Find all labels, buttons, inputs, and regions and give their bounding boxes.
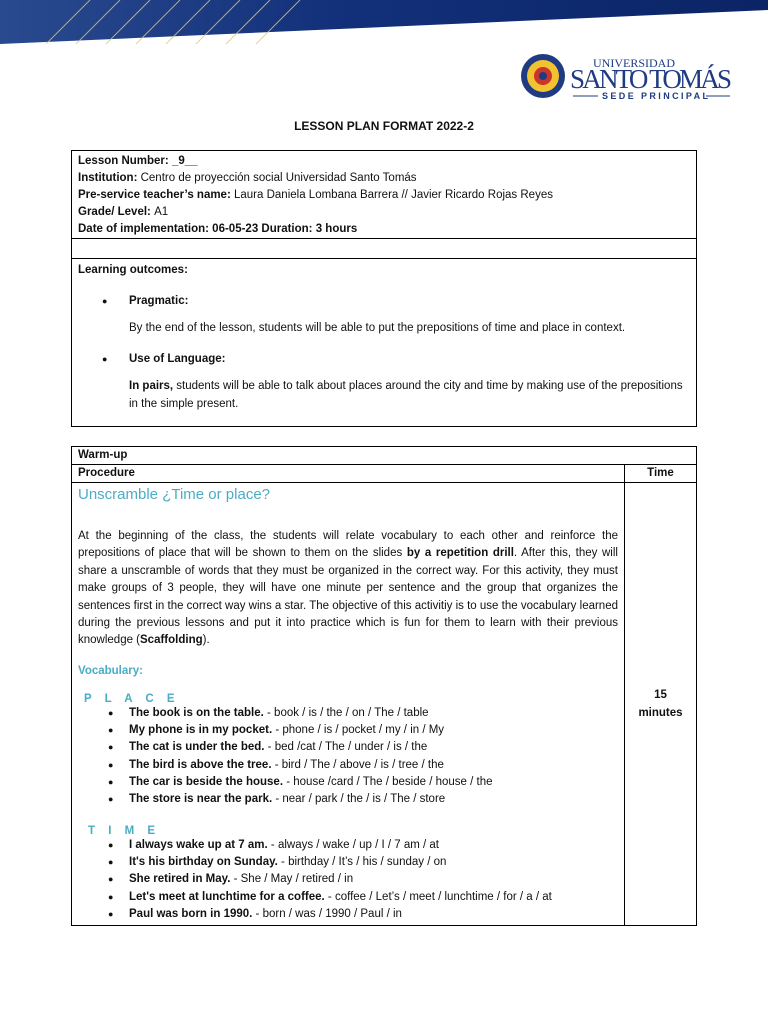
- place-sentence-list: [78, 705, 618, 809]
- procedure-cell: [72, 483, 625, 926]
- institution-line: Institution: Centro de proyección social Universidad Santo Tomás: [78, 172, 417, 184]
- date-line: Date of implementation: 06-05-23 Duration: 3 hours: [78, 223, 358, 235]
- vocabulary-label: Vocabulary:: [78, 664, 143, 677]
- time-label: T I M E: [88, 824, 161, 837]
- grade-line: Grade/ Level: A1: [78, 206, 169, 218]
- sentence-item: ● The cat is under the bed. - bed /cat / The / under / is / the: [78, 739, 618, 756]
- sentence-item: ● The book is on the table. - book / is / the / on / The / table: [78, 705, 618, 722]
- sentence-item: ● The car is beside the house. - house /card / The / beside / house / the: [78, 774, 618, 791]
- sentence-item: ● Paul was born in 1990. - born / was / 1990 / Paul / in: [78, 906, 618, 923]
- duration-cell: [625, 483, 697, 926]
- time-sentence-list: [78, 837, 618, 923]
- language-text: In pairs, students will be able to talk about places around the city and time by making use of the prepositions in the simple present.: [129, 380, 683, 410]
- activity-title: Unscramble ¿Time or place?: [78, 486, 271, 503]
- logo-line1: UNIVERSIDAD: [593, 56, 675, 70]
- top-banner: [0, 0, 768, 44]
- logo-line2: SANTO TOMÁS: [570, 64, 732, 94]
- sentence-item: ● Let's meet at lunchtime for a coffee. - coffee / Let’s / meet / lunchtime / for / a / at: [78, 889, 618, 906]
- duration-unit: minutes: [638, 707, 683, 720]
- empty-row: [72, 239, 697, 259]
- pragmatic-label: ● Pragmatic:: [78, 293, 690, 309]
- sentence-item: ● She retired in May. - She / May / retired / in: [78, 871, 618, 888]
- logo-line3: SEDE PRINCIPAL: [602, 91, 711, 101]
- outcomes-list: [78, 293, 690, 309]
- place-label: P L A C E: [84, 692, 180, 705]
- outcomes-cell: [72, 259, 697, 427]
- teacher-line: Pre-service teacher’s name: Laura Daniela Lombana Barrera // Javier Ricardo Rojas Reyes: [78, 189, 553, 201]
- procedure-header: Procedure: [72, 465, 625, 483]
- sentence-item: ● I always wake up at 7 am. - always / wake / up / I / 7 am / at: [78, 837, 618, 854]
- lesson-number-line: Lesson Number: _9__: [78, 155, 198, 167]
- lesson-header-cell: [72, 151, 697, 239]
- warmup-section-label: Warm-up: [72, 447, 697, 465]
- activity-description: At the beginning of the class, the students will relate vocabulary to each other and reinforce the prepositions of place that will be shown to them on the slides by a repetition drill. After this, they will share a unscramble of words that they must be organized in the correct way. For this activity, they must make groups of 3 people, they will have one minute per sentence and the group that organizes the sentences first in the correct way wins a star. The objective of this activitiy is to use the vocabulary learned during the previous lessons and put it into practice which is fun for them to learn with their previous knowledge (Scaffolding).: [78, 530, 618, 647]
- document-title: LESSON PLAN FORMAT 2022-2: [294, 119, 474, 133]
- duration-number: 15: [654, 689, 667, 702]
- warmup-table: [71, 446, 697, 926]
- university-logo: [518, 52, 738, 102]
- time-header: Time: [625, 465, 697, 483]
- sentence-item: ● My phone is in my pocket. - phone / is / pocket / my / in / My: [78, 722, 618, 739]
- language-label: ● Use of Language:: [78, 351, 690, 367]
- lesson-info-table: [71, 150, 697, 427]
- outcomes-label: Learning outcomes:: [78, 264, 188, 276]
- sentence-item: ● The bird is above the tree. - bird / The / above / is / tree / the: [78, 757, 618, 774]
- sentence-item: ● It's his birthday on Sunday. - birthday / It’s / his / sunday / on: [78, 854, 618, 871]
- sentence-item: ● The store is near the park. - near / park / the / is / The / store: [78, 791, 618, 808]
- pragmatic-text: By the end of the lesson, students will be able to put the prepositions of time and place in context.: [129, 322, 626, 334]
